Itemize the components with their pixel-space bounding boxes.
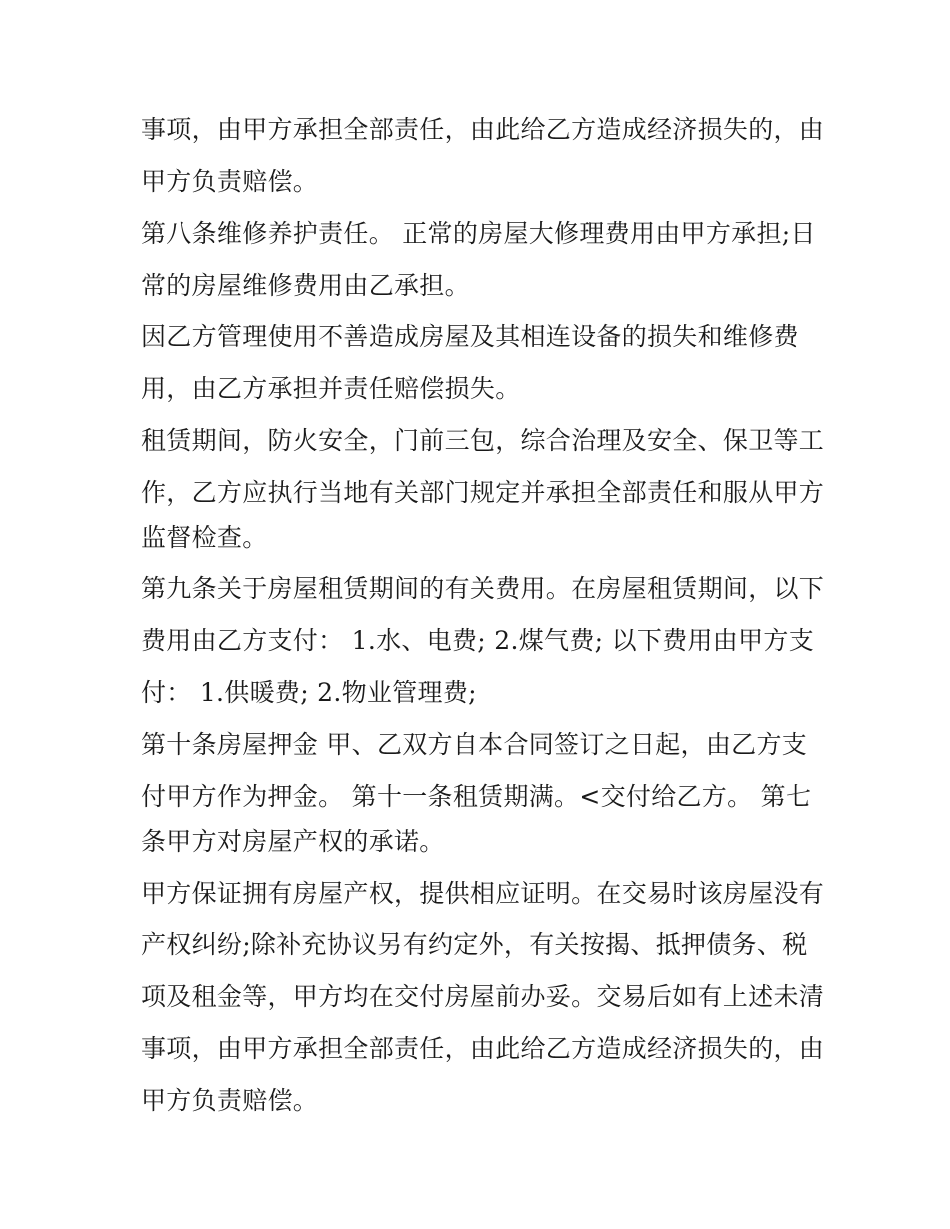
text-line: 产权纠纷;除补充协议另有约定外，有关按揭、抵押债务、税 — [141, 930, 808, 959]
text-line: 条甲方对房屋产权的承诺。 — [141, 827, 445, 856]
text-line: 用，由乙方承担并责任赔偿损失。 — [141, 374, 521, 403]
text-line: 事项，由甲方承担全部责任，由此给乙方造成经济损失的，由 — [141, 1034, 825, 1063]
text-line: 甲方负责赔偿。 — [141, 167, 319, 196]
text-line: 甲方保证拥有房屋产权，提供相应证明。在交易时该房屋没有 — [141, 879, 825, 908]
text-line: 因乙方管理使用不善造成房屋及其相连设备的损失和维修费 — [141, 322, 799, 351]
text-line: 监督检查。 — [141, 523, 268, 552]
text-line: 付： 1.供暖费; 2.物业管理费; — [141, 678, 477, 707]
text-line: 甲方负责赔偿。 — [141, 1086, 319, 1115]
text-line: 第八条维修养护责任。 正常的房屋大修理费用由甲方承担;日 — [141, 219, 816, 248]
text-line: 第九条关于房屋租赁期间的有关费用。在房屋租赁期间，以下 — [141, 574, 825, 603]
text-line: 费用由乙方支付： 1.水、电费; 2.煤气费; 以下费用由甲方支 — [141, 626, 814, 655]
text-line: 常的房屋维修费用由乙承担。 — [141, 271, 470, 300]
text-line: 作，乙方应执行当地有关部门规定并承担全部责任和服从甲方 — [141, 478, 825, 507]
text-line: 事项，由甲方承担全部责任，由此给乙方造成经济损失的，由 — [141, 115, 825, 144]
text-line: 第十条房屋押金 甲、乙双方自本合同签订之日起，由乙方支 — [141, 730, 808, 759]
text-line: 租赁期间，防火安全，门前三包，综合治理及安全、保卫等工 — [141, 426, 825, 455]
text-line: 项及租金等，甲方均在交付房屋前办妥。交易后如有上述未清 — [141, 982, 825, 1011]
text-line: 付甲方作为押金。 第十一条租赁期满。<交付给乙方。 第七 — [141, 782, 812, 811]
